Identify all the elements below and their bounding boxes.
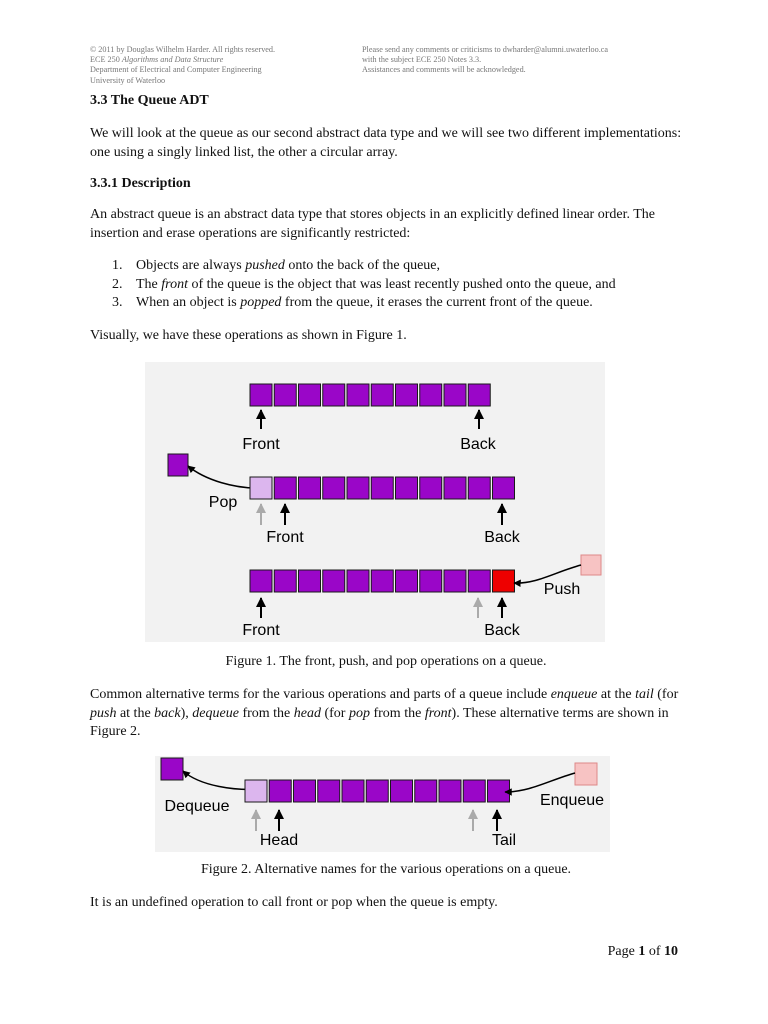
queue-cell (323, 570, 345, 592)
queue-cell (347, 570, 369, 592)
front-label: Front (266, 529, 304, 546)
comments-line: Please send any comments or criticisms to dwharder@alumni.uwaterloo.ca (362, 45, 609, 54)
figure-2-diagram (155, 756, 610, 852)
figure-2-caption: Figure 2. Alternative names for the various operations on a queue. (200, 862, 572, 877)
head-label: Head (259, 832, 299, 849)
queue-row-2 (250, 477, 515, 499)
queue-cell (463, 780, 485, 802)
queue-cell (347, 384, 369, 406)
tail-label: Tail (491, 832, 517, 849)
popped-item (168, 454, 188, 476)
queue-cell (444, 477, 466, 499)
queue-cell (444, 384, 466, 406)
copyright-line: © 2011 by Douglas Wilhelm Harder. All rights reserved. (90, 45, 276, 54)
subject-line: with the subject ECE 250 Notes 3.3. (362, 55, 482, 65)
queue-cell (371, 570, 393, 592)
page-header-left (90, 45, 355, 86)
section-title: 3.3 The Queue ADT (90, 93, 209, 108)
queue-cell (444, 570, 466, 592)
queue-row-3 (250, 570, 515, 592)
back-label: Back (484, 622, 520, 639)
back-label: Back (484, 529, 520, 546)
queue-cell (274, 477, 296, 499)
intro-paragraph: We will look at the queue as our second abstract data type and we will see two different implementations: one using a singly linked list, the other a circular array. (90, 126, 682, 160)
queue-cell (371, 477, 393, 499)
queue-cell (366, 780, 388, 802)
incoming-item (581, 555, 601, 575)
list-item: 2. The front of the queue is the object that was least recently pushed onto the queue, and (112, 276, 616, 292)
dequeue-label: Dequeue (164, 798, 230, 815)
queue-row (245, 780, 510, 802)
queue-cell (493, 570, 515, 592)
push-label: Push (543, 581, 581, 598)
queue-cell (493, 477, 515, 499)
queue-cell (468, 384, 490, 406)
enqueue-label: Enqueue (539, 792, 605, 809)
queue-cell (415, 780, 437, 802)
queue-cell (250, 384, 272, 406)
figure-1-caption: Figure 1. The front, push, and pop operations on a queue. (225, 654, 547, 669)
queue-cell (420, 570, 442, 592)
queue-cell (274, 570, 296, 592)
queue-cell (371, 384, 393, 406)
queue-cell (439, 780, 461, 802)
queue-cell (294, 780, 316, 802)
dequeued-item (161, 758, 183, 780)
queue-cell (468, 570, 490, 592)
queue-cell (347, 477, 369, 499)
page-number: Page 1 of 10 (607, 944, 678, 959)
subsection-title: 3.3.1 Description (90, 176, 191, 191)
queue-cell (396, 570, 418, 592)
queue-cell (488, 780, 510, 802)
queue-cell (323, 384, 345, 406)
front-label: Front (242, 436, 280, 453)
queue-cell (250, 477, 272, 499)
department-line: Department of Electrical and Computer Engineering (90, 65, 262, 75)
acknowledge-line: Assistances and comments will be acknowledged. (362, 65, 526, 75)
enqueued-item (575, 763, 597, 785)
empty-queue-note: It is an undefined operation to call front or pop when the queue is empty. (90, 895, 498, 910)
queue-cell (342, 780, 364, 802)
alt-terms-paragraph: Common alternative terms for the various operations and parts of a queue include enqueue at the tail (for push at the back), dequeue from the head (for pop from the front). These alternative terms are shown in Figure 2. (90, 687, 679, 740)
queue-cell (299, 570, 321, 592)
queue-cell (323, 477, 345, 499)
description-paragraph: An abstract queue is an abstract data type that stores objects in an explicitly defined linear order. The insertion and erase operations are significantly restricted: (90, 207, 655, 241)
queue-cell (420, 384, 442, 406)
list-item: 3. When an object is popped from the queue, it erases the current front of the queue. (112, 295, 593, 311)
back-label: Back (460, 436, 496, 453)
front-label: Front (242, 622, 280, 639)
queue-cell (318, 780, 340, 802)
queue-cell (468, 477, 490, 499)
queue-cell (269, 780, 291, 802)
course-line: ECE 250 Algorithms and Data Structure (90, 55, 224, 65)
queue-cell (245, 780, 267, 802)
visually-paragraph: Visually, we have these operations as shown in Figure 1. (90, 328, 407, 343)
queue-cell (299, 384, 321, 406)
queue-cell (274, 384, 296, 406)
restriction-list (90, 257, 682, 313)
figure-1-diagram (145, 362, 605, 642)
queue-cell (396, 384, 418, 406)
queue-cell (250, 570, 272, 592)
queue-cell (299, 477, 321, 499)
pop-label: Pop (208, 494, 238, 511)
queue-cell (420, 477, 442, 499)
queue-cell (396, 477, 418, 499)
page-header-right (362, 45, 662, 76)
university-line: University of Waterloo (90, 75, 166, 85)
list-item: 1. Objects are always pushed onto the back of the queue, (112, 258, 441, 273)
queue-cell (391, 780, 413, 802)
